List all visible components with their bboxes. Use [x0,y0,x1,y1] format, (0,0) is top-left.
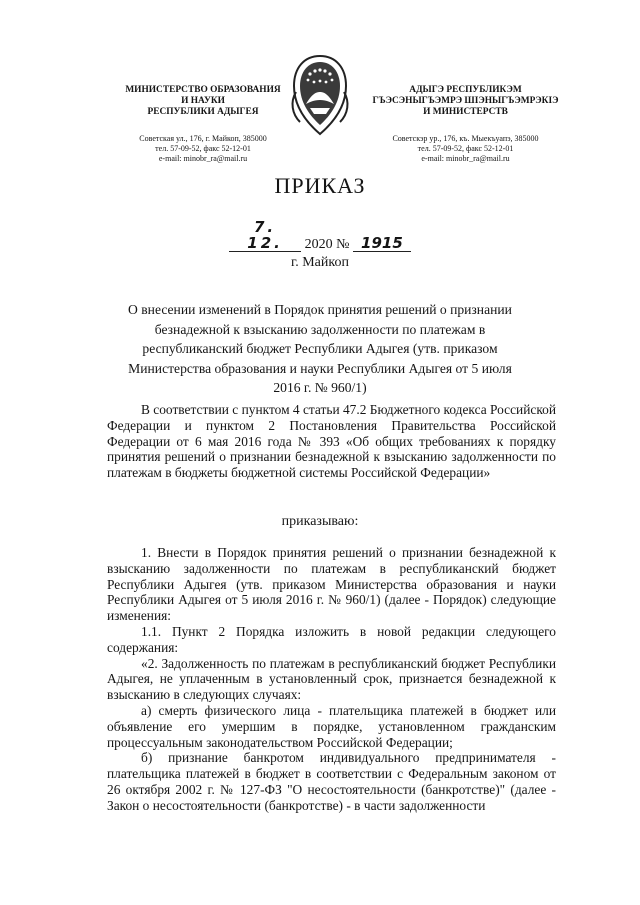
ministry-name-ady: АДЫГЭ РЕСПУБЛИКЭМ ГЪЭСЭНЫГЪЭМРЭ ШІЭНЫГЪЭМРЭКІЭ И МИНИСТЕРСТВ [372,85,559,117]
item-1-1: 1.1. Пункт 2 Порядка изложить в новой редакции следующего содержания: [107,623,556,655]
document-title: ПРИКАЗ [274,173,366,198]
item-1: 1. Внести в Порядок принятия решений о признании безнадежной к взысканию задолженности по платежам в республиканский бюджет Республики Адыгея (утв. приказом Министерства образования и науки Республики Адыгея от 5 июля 2016 г. № 960/1) (далее - Порядок) следующие изменения: [107,545,556,624]
ministry-header-russian [112,85,294,164]
order-items [107,545,556,814]
preamble-paragraph: В соответствии с пунктом 4 статьи 47.2 Бюджетного кодекса Российской Федерации и пунктом 2 Постановления Правительства Российской Федерации от 6 мая 2016 года № 393 «Об общих требованиях к порядку принятия решений о признании безнадежной к взысканию задолженности по платежам в бюджеты бюджетной системы Российской Федерации» [107,402,556,481]
ministry-address-ady: Советскэр ур., 176, къ. Мыекъуапэ, 385000 тел. 57-09-52, факс 52-12-01 e-mail: minobr_ra@mail.ru [392,134,539,163]
item-b: б) признание банкротом индивидуального предпринимателя - плательщика платежей в бюджет в соответствии с Федеральным законом от 26 октября 2002 г. № 127-ФЗ "О несостоятельности (банкротстве)" (далее - Закон о несостоятельности (банкротстве) - в части задолженности [107,750,556,813]
item-2-quote: «2. Задолженность по платежам в республиканский бюджет Республики Адыгея, не уплаченным в установленный срок, признается безнадежной к взысканию в следующих случаях: [107,655,556,703]
item-a: а) смерть физического лица - плательщика платежей в бюджет или объявление его умершим в порядке, установленном гражданским процессуальным законодательством Российской Федерации; [107,702,556,750]
ministry-name-ru: МИНИСТЕРСТВО ОБРАЗОВАНИЯ И НАУКИ РЕСПУБЛИКИ АДЫГЕЯ [125,85,281,117]
ministry-header-adyghe [368,85,563,164]
coat-of-arms-icon [286,52,354,138]
order-word: приказываю: [281,514,359,529]
handwritten-order-number: 1915 [353,235,411,252]
order-date-number [0,219,640,253]
order-subject: О внесении изменений в Порядок принятия решений о признании безнадежной к взысканию задолженности по платежам в республиканский бюджет Республики Адыгея (утв. приказом Министерства образования и науки Республики Адыгея от 5 июля 2016 г. № 960/1) [128,302,512,396]
city-name: г. Майкоп [291,255,349,270]
ministry-address-ru: Советская ул., 176, г. Майкоп, 385000 тел. 57-09-52, факс 52-12-01 e-mail: minobr_ra@mail.ru [139,134,267,163]
handwritten-date: 7. 12. [229,219,301,252]
year-and-number-label: 2020 № [304,237,350,252]
